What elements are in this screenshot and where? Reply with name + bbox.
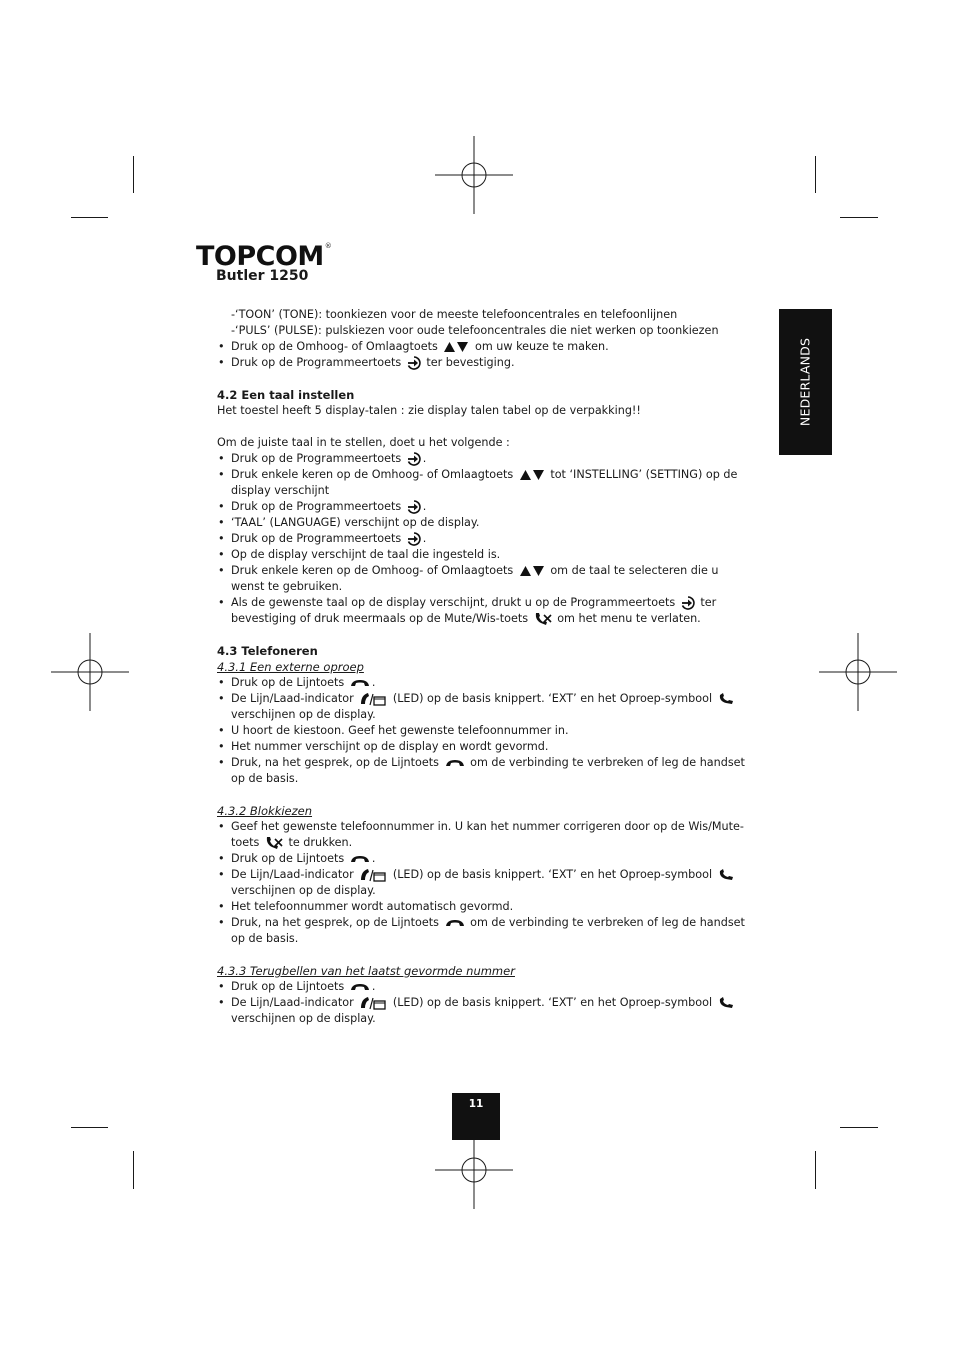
mute-clear-key-icon [265,836,283,850]
up-down-arrow-icon [519,469,545,481]
list-item: • ‘TAAL’ (LANGUAGE) verschijnt op de display. [217,515,747,531]
list-item: • De Lijn/Laad-indicator (LED) op de basis knippert. ‘EXT’ en het Oproep-symbool verschijnen op de display. [217,691,747,723]
paragraph: Het toestel heeft 5 display-talen : zie display talen tabel op de verpakking!! [217,404,641,417]
list-item: • Als de gewenste taal op de display verschijnt, drukt u op de Programmeertoets ter bevestiging of druk meermaals op de Mute/Wis-toets om het menu te verlaten. [217,595,747,627]
registration-mark-icon [819,633,897,711]
language-tab-label: NEDERLANDS [797,337,813,427]
list-item: • Druk op de Lijntoets . [217,675,747,691]
pulse-option: -‘PULS’ (PULSE): pulskiezen voor oude telefooncentrales die niet werken op toonkiezen [231,324,719,337]
list-item: • Druk op de Lijntoets . [217,979,747,995]
program-key-icon [407,532,421,546]
registration-mark-icon [435,136,513,214]
line-key-icon [350,678,370,688]
list-item: • Druk op de Programmeertoets . [217,499,747,515]
line-charge-led-icon [359,996,387,1010]
crop-mark [71,217,108,218]
list-item: • Druk op de Lijntoets . [217,851,747,867]
list-item: • Druk op de Omhoog- of Omlaagtoets om uw keuze te maken. [217,339,747,355]
list-item: • Druk op de Programmeertoets . [217,531,747,547]
redial-list [217,979,747,1027]
registration-mark-icon [51,633,129,711]
list-item: • Druk, na het gesprek, op de Lijntoets om de verbinding te verbreken of leg de handset op de basis. [217,915,747,947]
list-item: • U hoort de kiestoon. Geef het gewenste telefoonnummer in. [217,723,747,739]
list-item: • Geef het gewenste telefoonnummer in. U kan het nummer corrigeren door op de Wis/Mute-toets te drukken. [217,819,747,851]
main-content [217,307,747,1027]
list-item: • Druk enkele keren op de Omhoog- of Omlaagtoets om de taal te selecteren die u wenst te gebruiken. [217,563,747,595]
crop-mark [815,1151,816,1189]
line-key-icon [350,982,370,992]
line-charge-led-icon [359,692,387,706]
line-key-icon [445,758,465,768]
program-key-icon [407,356,421,370]
crop-mark [71,1127,108,1128]
call-symbol-icon [718,869,734,881]
list-item: • Het telefoonnummer wordt automatisch gevormd. [217,899,747,915]
list-item: • De Lijn/Laad-indicator (LED) op de basis knippert. ‘EXT’ en het Oproep-symbool verschijnen op de display. [217,995,747,1027]
registered-icon: ® [324,242,332,250]
list-item: • Op de display verschijnt de taal die ingesteld is. [217,547,747,563]
list-item: • Druk, na het gesprek, op de Lijntoets om de verbinding te verbreken of leg de handset op de basis. [217,755,747,787]
model-name: Butler 1250 [216,268,309,284]
line-key-icon [445,918,465,928]
list-item: • Druk op de Programmeertoets ter bevestiging. [217,355,747,371]
section-heading: 4.2 Een taal instellen [217,388,355,402]
program-key-icon [407,452,421,466]
crop-mark [840,1127,878,1128]
block-dial-list [217,819,747,947]
subsection-heading: 4.3.1 Een externe oproep [217,660,364,674]
crop-mark [133,1151,134,1189]
call-symbol-icon [718,693,734,705]
program-key-icon [407,500,421,514]
mute-clear-key-icon [534,612,552,626]
subsection-heading: 4.3.2 Blokkiezen [217,804,313,818]
registration-mark-icon [435,1131,513,1209]
crop-mark [815,156,816,193]
list-item: • De Lijn/Laad-indicator (LED) op de basis knippert. ‘EXT’ en het Oproep-symbool verschijnen op de display. [217,867,747,899]
program-key-icon [681,596,695,610]
list-item: • Druk op de Programmeertoets . [217,451,747,467]
up-down-arrow-icon [519,565,545,577]
language-steps-list [217,451,747,627]
paragraph: Om de juiste taal in te stellen, doet u het volgende : [217,436,510,449]
call-symbol-icon [718,997,734,1009]
intro-list [217,339,747,371]
list-item: • Het nummer verschijnt op de display en wordt gevormd. [217,739,747,755]
language-tab [779,309,832,455]
line-key-icon [350,854,370,864]
line-charge-led-icon [359,868,387,882]
crop-mark [133,156,134,193]
page-number: 11 [452,1093,500,1140]
section-heading: 4.3 Telefoneren [217,644,318,658]
external-call-list [217,675,747,787]
subsection-heading: 4.3.3 Terugbellen van het laatst gevormde nummer [217,964,515,978]
list-item: • Druk enkele keren op de Omhoog- of Omlaagtoets tot ‘INSTELLING’ (SETTING) op de display verschijnt [217,467,747,499]
tone-option: -‘TOON’ (TONE): toonkiezen voor de meeste telefooncentrales en telefoonlijnen [231,308,678,321]
brand-name: TOPCOM [196,241,324,272]
up-down-arrow-icon [443,341,469,353]
crop-mark [840,217,878,218]
